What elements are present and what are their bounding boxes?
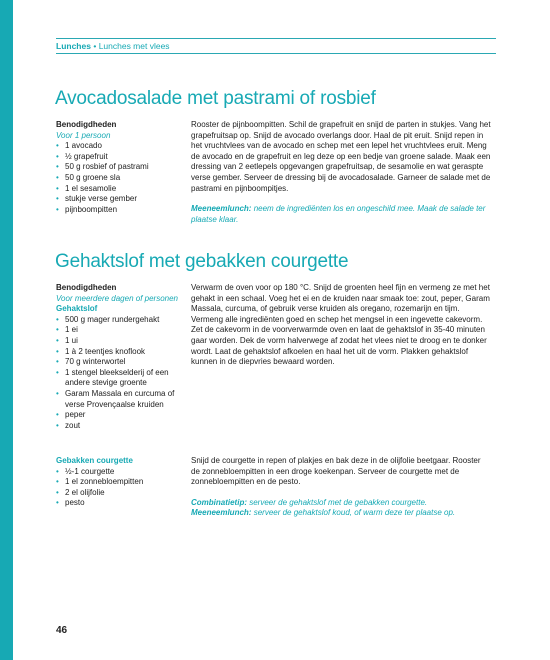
page-number: 46 <box>56 625 68 636</box>
recipe-1-needs-label: Benodigdheden <box>56 120 117 129</box>
recipe-2-method-2-column <box>191 456 491 519</box>
recipe-2-tip-1-label: Combinatietip: <box>191 497 247 507</box>
header-rule-top <box>56 38 496 39</box>
ingredient-item: • 70 g winterwortel <box>56 357 184 368</box>
recipe-2-ingredient-list-2 <box>56 467 184 509</box>
recipe-2-tip-2-label: Meeneemlunch: <box>191 508 252 518</box>
recipe-1-title: Avocadosalade met pastrami of rosbief <box>55 88 376 109</box>
recipe-2-part2-label: Gebakken courgette <box>56 456 133 465</box>
recipe-1-tip-label: Meeneemlunch: <box>191 204 252 214</box>
ingredient-item: • ½-1 courgette <box>56 467 184 478</box>
ingredient-item: • 1 stengel bleekselderij of een andere stevige groente <box>56 368 184 389</box>
recipe-2-serving: Voor meerdere dagen of personen <box>56 293 179 303</box>
recipe-2-method-2: Snijd de courgette in repen of plakjes en bak deze in de olijfolie beetgaar. Rooster de zonnebloempitten in een droge koekenpan. Serveer de courgette met de zonnebloempitten en de pesto. <box>191 456 481 487</box>
ingredient-item: • pesto <box>56 498 184 509</box>
recipe-1-ingredients <box>56 120 184 215</box>
breadcrumb <box>56 41 170 51</box>
recipe-2-ingredient-list-1 <box>56 315 184 432</box>
ingredient-item: • 1 ei <box>56 325 184 336</box>
ingredient-item: • ½ grapefruit <box>56 152 184 163</box>
recipe-1-method: Rooster de pijnboompitten. Schil de grapefruit en snijd de parten in stukjes. Vang het grapefruitsap op. Snijd de avocado overlangs door. Haal de pit eruit. Snijd repen in het vruchtvlees van de avocado en schep met een lepel het vruchtvlees eruit. Meng de avocado en de grapefruit en leg deze op een bedje van groene salade. Maak een dressing van 2 eetlepels opgevangen grapefruitsap, de sesamolie en wat geraspte verse gember. Serveer de dressing bij de avocadosalade. Garneer de salade met de pastrami en pijnboompitjes. <box>191 120 491 193</box>
accent-sidebar <box>0 0 13 660</box>
recipe-2-ingredients-1 <box>56 283 184 431</box>
recipe-1-serving: Voor 1 persoon <box>56 130 111 140</box>
header-rule-bottom <box>56 53 496 54</box>
ingredient-item: • pijnboompitten <box>56 205 184 216</box>
recipe-2-ingredients-2 <box>56 456 184 509</box>
ingredient-item: • 500 g mager rundergehakt <box>56 315 184 326</box>
recipe-1-method-column <box>191 120 491 225</box>
recipe-1-tip <box>191 204 491 225</box>
recipe-2-method-1-column <box>191 283 491 368</box>
ingredient-item: • Garam Massala en curcuma of verse Provençaalse kruiden <box>56 389 184 410</box>
recipe-2-title: Gehaktslof met gebakken courgette <box>55 251 349 272</box>
recipe-2-method-1: Verwarm de oven voor op 180 °C. Snijd de groenten heel fijn en vermeng ze met het gehakt in een schaal. Voeg het ei en de kruiden naar smaak toe: zout, peper, Garam Massala, curcuma, of gebruik verse kruiden als oregano, rozemarijn en tijm. Vermeng alle ingrediënten goed en schep het mengsel in een ingevette cakevorm. Zet de cakevorm in de voorverwarmde oven en laat de gehaktslof in 35-40 minuten gaar worden. Dek de vorm halverwege af zodat het vlees niet te droog en te donker wordt. Laat de gehaktslof afkoelen en haal het uit de vorm. Plakken gehaktslof kunnen in de diepvries bewaard worden. <box>191 283 490 367</box>
ingredient-item: • 1 el zonnebloempitten <box>56 477 184 488</box>
ingredient-item: • 1 el sesamolie <box>56 184 184 195</box>
recipe-1-tip-text: neem de ingrediënten los en ongeschild mee. Maak de salade ter plaatse klaar. <box>191 204 486 224</box>
ingredient-item: • 1 ui <box>56 336 184 347</box>
breadcrumb-separator: • <box>93 41 97 51</box>
ingredient-item: • 2 el olijfolie <box>56 488 184 499</box>
breadcrumb-section: Lunches <box>56 41 91 51</box>
recipe-2-tip-2-text: serveer de gehaktslof koud, of warm deze ter plaatse op. <box>253 508 456 518</box>
recipe-2-tip-2 <box>191 508 491 519</box>
ingredient-item: • stukje verse gember <box>56 194 184 205</box>
recipe-1-ingredient-list <box>56 141 184 215</box>
recipe-2-tip-1 <box>191 498 491 509</box>
ingredient-item: • 50 g groene sla <box>56 173 184 184</box>
ingredient-item: • 50 g rosbief of pastrami <box>56 162 184 173</box>
breadcrumb-subsection: Lunches met vlees <box>98 41 170 51</box>
recipe-2-tip-1-text: serveer de gehaktslof met de gebakken courgette. <box>249 497 428 507</box>
recipe-2-needs-label: Benodigdheden <box>56 283 117 292</box>
ingredient-item: • zout <box>56 421 184 432</box>
ingredient-item: • 1 à 2 teentjes knoflook <box>56 347 184 358</box>
ingredient-item: • 1 avocado <box>56 141 184 152</box>
ingredient-item: • peper <box>56 410 184 421</box>
recipe-2-part1-label: Gehaktslof <box>56 304 98 314</box>
